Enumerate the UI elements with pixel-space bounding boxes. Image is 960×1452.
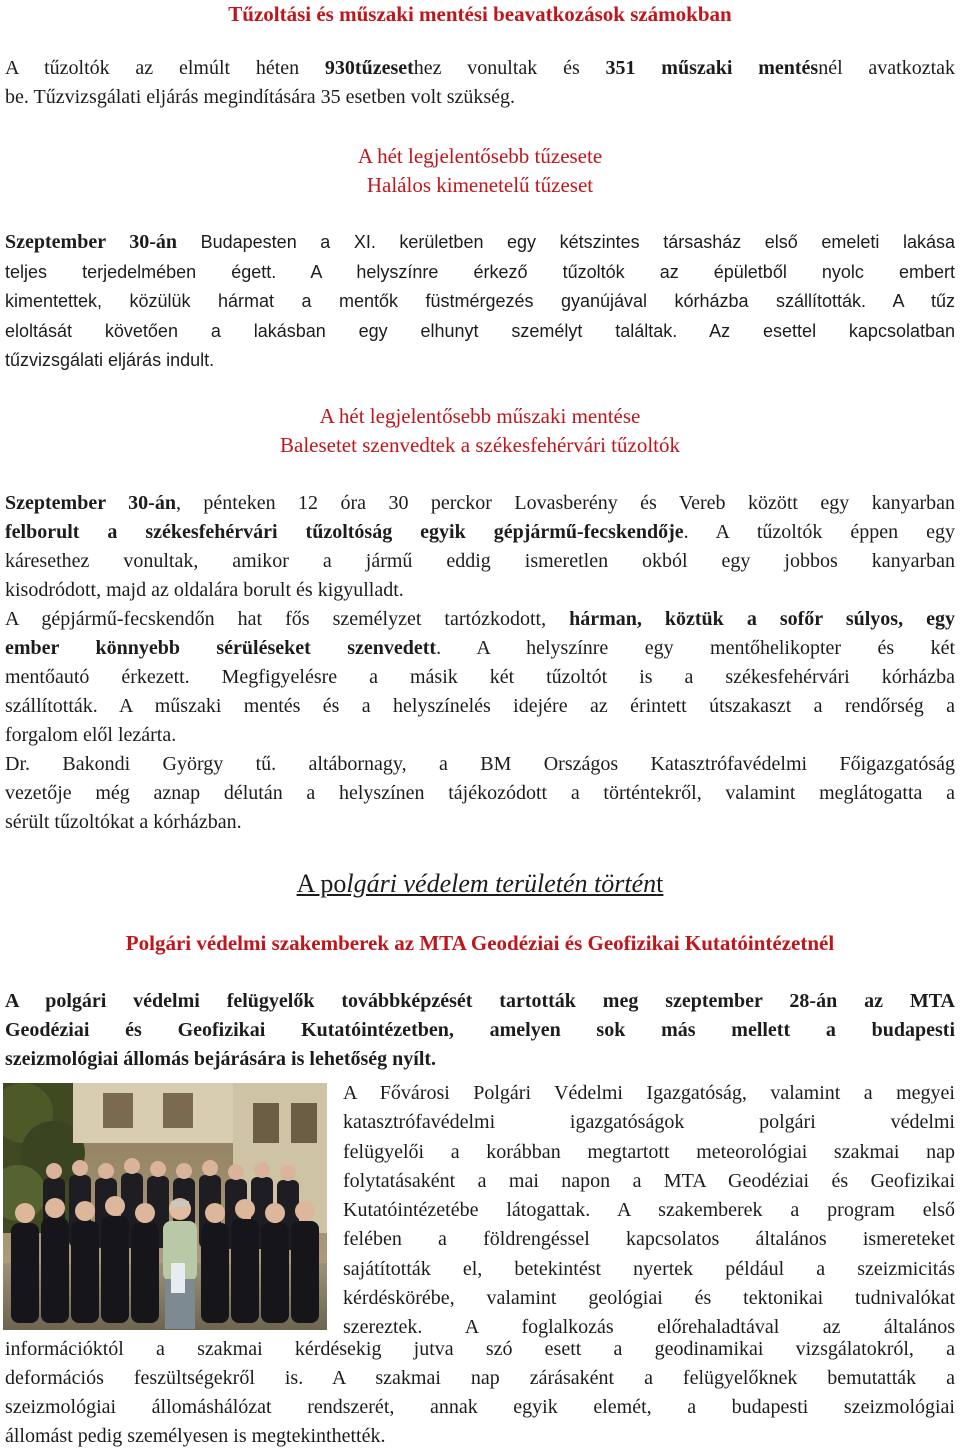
civil-subheading: Polgári védelmi szakemberek az MTA Geodéziai és Geofizikai Kutatóintézetnél <box>125 931 835 955</box>
rescue-subheading: Balesetet szenvedtek a székesfehérvári tűzoltók <box>280 433 680 457</box>
rescue-paragraph-3: Dr. Bakondi György tű. altábornagy, a BM Országos Katasztrófavédelmi Főigazgatóság vezetője még aznap délután a helyszínen tájékozódott a történtekről, valamint meglátogatta a sérült tűzoltókat a kórházban. <box>5 753 955 833</box>
side-line: sajátították el, betekintést nyertek például a szeizmicitás <box>343 1257 955 1280</box>
section-title: Tűzoltási és műszaki mentési beavatkozások számokban <box>228 2 732 26</box>
fire-paragraph: Szeptember 30-án Budapesten a XI. kerületben egy kétszintes társasház első emeleti lakása teljes terjedelmében égett. A helyszínre érkező tűzoltók az épületből nyolc embert kimentettek, közülük hármat a mentők füstmérgezés gyanújával kórházba szállították. A tűz eloltását követően a lakásban egy elhunyt személyt találtak. Az esettel kapcsolatban tűzvizsgálati eljárás indult. <box>5 231 955 371</box>
civil-tail-paragraph: információktól a szakmai kérdésekig jutva szó esett a geodinamikai vizsgálatokról, a deformációs feszültségekről is. A szakmai nap zárásaként a felügyelőknek bemutatták a szeizmológiai állomáshálózat rendszerét, annak egyik elemét, a budapesti szeizmológiai állomást pedig személyesen is megtekinthették. <box>5 1338 955 1447</box>
group-photo-illustration <box>3 1083 327 1330</box>
group-photo <box>3 1083 327 1330</box>
fire-subheading: Halálos kimenetelű tűzeset <box>366 173 594 197</box>
side-line: Kutatóintézetébe látogattak. A szakemberek a program első <box>343 1199 955 1222</box>
civil-section-title: A polgári védelem területén történt <box>296 869 664 898</box>
side-line: felében a földrengéssel kapcsolatos általános ismereteket <box>343 1228 955 1251</box>
rescue-heading: A hét legjelentősebb műszaki mentése <box>319 404 641 428</box>
civil-side-text <box>343 1079 955 1343</box>
rescue-paragraph-2: A gépjármű-fecskendőn hat fős személyzet tartózkodott, hárman, köztük a sofőr súlyos, egy ember könnyebb sérüléseket szenvedett. A helyszínre egy mentőhelikopter és két mentőautó érkezett. Megfigyelésre a másik két tűzoltót is a székesfehérvári kórházba szállították. A műszaki mentés és a helyszínelés idejére az érintett útszakaszt a rendőrség a forgalom elől lezárta. <box>5 608 955 746</box>
side-line: A Fővárosi Polgári Védelmi Igazgatóság, valamint a megyei <box>343 1082 955 1104</box>
side-line: katasztrófavédelmi igazgatóságok polgári védelmi <box>343 1111 955 1134</box>
side-line: felügyelői a korábban megtartott meteorológiai szakmai nap <box>343 1140 955 1163</box>
rescue-paragraph-1: Szeptember 30-án, pénteken 12 óra 30 perckor Lovasberény és Vereb között egy kanyarban felborult a székesfehérvári tűzoltóság egyik gépjármű-fecskendője. A tűzoltók éppen egy káresethez vonultak, amikor a jármű eddig ismeretlen okból egy jobbos kanyarban kisodródott, majd az oldalára borult és kigyulladt. <box>5 492 956 601</box>
side-line: kérdéskörébe, valamint geológiai és tektonikai tudnivalókat <box>343 1287 955 1310</box>
side-line: szereztek. A foglalkozás előrehaladtával az általános <box>343 1316 955 1339</box>
intro-paragraph: A tűzoltók az elmúlt héten 930tűzesethez vonultak és 351 műszaki mentésnél avatkoztak be. Tűzvizsgálati eljárás megindítására 35 esetben volt szükség. <box>5 57 956 108</box>
civil-lead: A polgári védelmi felügyelők továbbképzését tartották meg szeptember 28-án az MTA Geodéziai és Geofizikai Kutatóintézetben, amelyen sok más mellett a budapesti szeizmológiai állomás bejárására is lehetőség nyílt. <box>5 990 955 1070</box>
side-line: folytatásaként a mai napon a MTA Geodéziai és Geofizikai <box>343 1169 955 1192</box>
fire-heading: A hét legjelentősebb tűzesete <box>357 144 603 168</box>
